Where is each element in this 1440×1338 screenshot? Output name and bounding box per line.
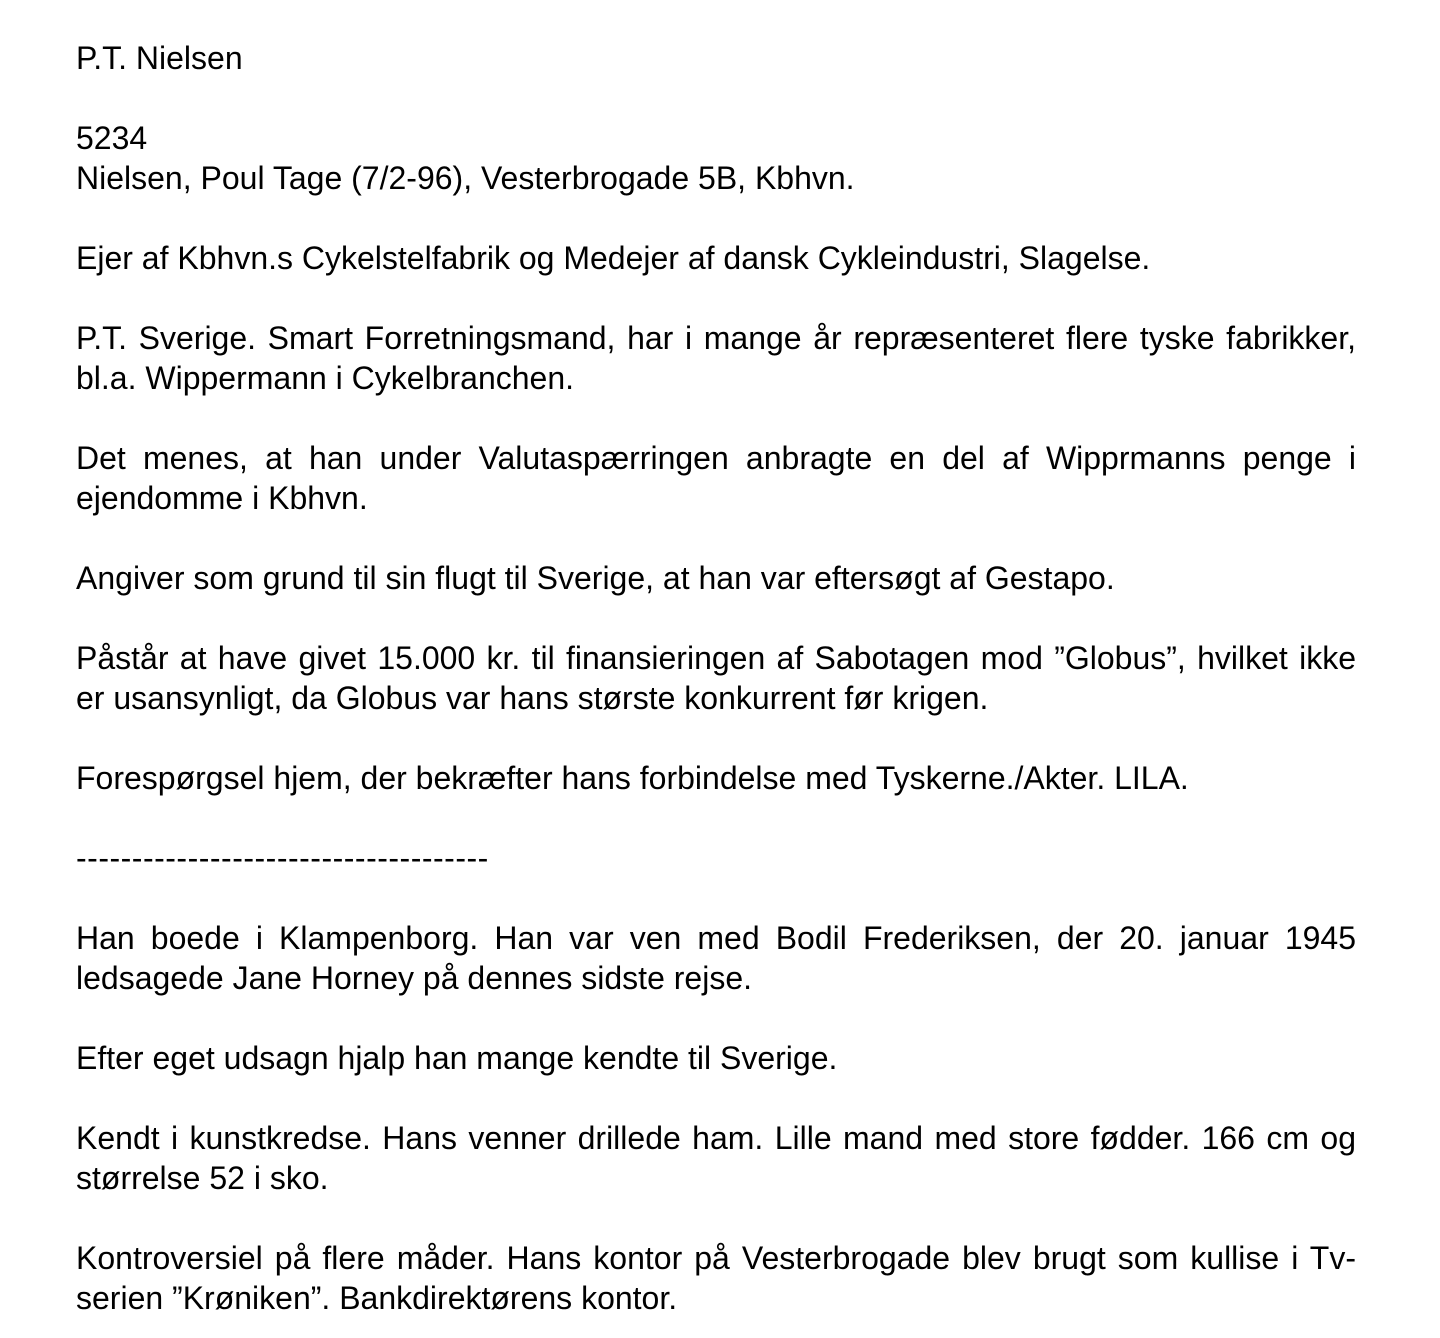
spacer — [76, 1078, 1356, 1118]
paragraph-helped: Efter eget udsagn hjalp han mange kendte til Sverige. — [76, 1040, 838, 1076]
spacer — [76, 398, 1356, 438]
paragraph-klampenborg: Han boede i Klampenborg. Han var ven med Bodil Frederiksen, der 20. januar 1945 ledsagede Jane Horney på dennes sidste rejse. — [76, 920, 1356, 996]
record-line: Nielsen, Poul Tage (7/2-96), Vesterbrogade 5B, Kbhvn. — [76, 160, 855, 196]
spacer — [76, 518, 1356, 558]
paragraph-ownership: Ejer af Kbhvn.s Cykelstelfabrik og Medejer af dansk Cykleindustri, Slagelse. — [76, 240, 1151, 276]
paragraph-flight: Angiver som grund til sin flugt til Sverige, at han var eftersøgt af Gestapo. — [76, 560, 1115, 596]
paragraph-sabotage: Påstår at have givet 15.000 kr. til finansieringen af Sabotagen mod ”Globus”, hvilket ikke er usansynligt, da Globus var hans største konkurrent før krigen. — [76, 640, 1356, 716]
paragraph-art-circles: Kendt i kunstkredse. Hans venner drillede ham. Lille mand med store fødder. 166 cm og størrelse 52 i sko. — [76, 1120, 1356, 1196]
spacer — [76, 278, 1356, 318]
spacer — [76, 598, 1356, 638]
document-page — [76, 38, 1356, 1318]
document-heading: P.T. Nielsen — [76, 40, 243, 76]
spacer — [76, 198, 1356, 238]
spacer — [76, 78, 1356, 118]
record-number: 5234 — [76, 120, 148, 156]
separator-line: ------------------------------------- — [76, 840, 489, 876]
spacer — [76, 1198, 1356, 1238]
paragraph-business: P.T. Sverige. Smart Forretningsmand, har i mange år repræsenteret flere tyske fabrikker, bl.a. Wippermann i Cykelbranchen. — [76, 320, 1356, 396]
paragraph-currency: Det menes, at han under Valutaspærringen anbragte en del af Wipprmanns penge i ejendomme i Kbhvn. — [76, 440, 1356, 516]
paragraph-inquiry: Forespørgsel hjem, der bekræfter hans forbindelse med Tyskerne./Akter. LILA. — [76, 760, 1189, 796]
paragraph-controversial: Kontroversiel på flere måder. Hans kontor på Vesterbrogade blev brugt som kullise i Tv-serien ”Krøniken”. Bankdirektørens kontor. — [76, 1240, 1356, 1316]
spacer — [76, 798, 1356, 838]
spacer — [76, 878, 1356, 918]
spacer — [76, 718, 1356, 758]
spacer — [76, 998, 1356, 1038]
